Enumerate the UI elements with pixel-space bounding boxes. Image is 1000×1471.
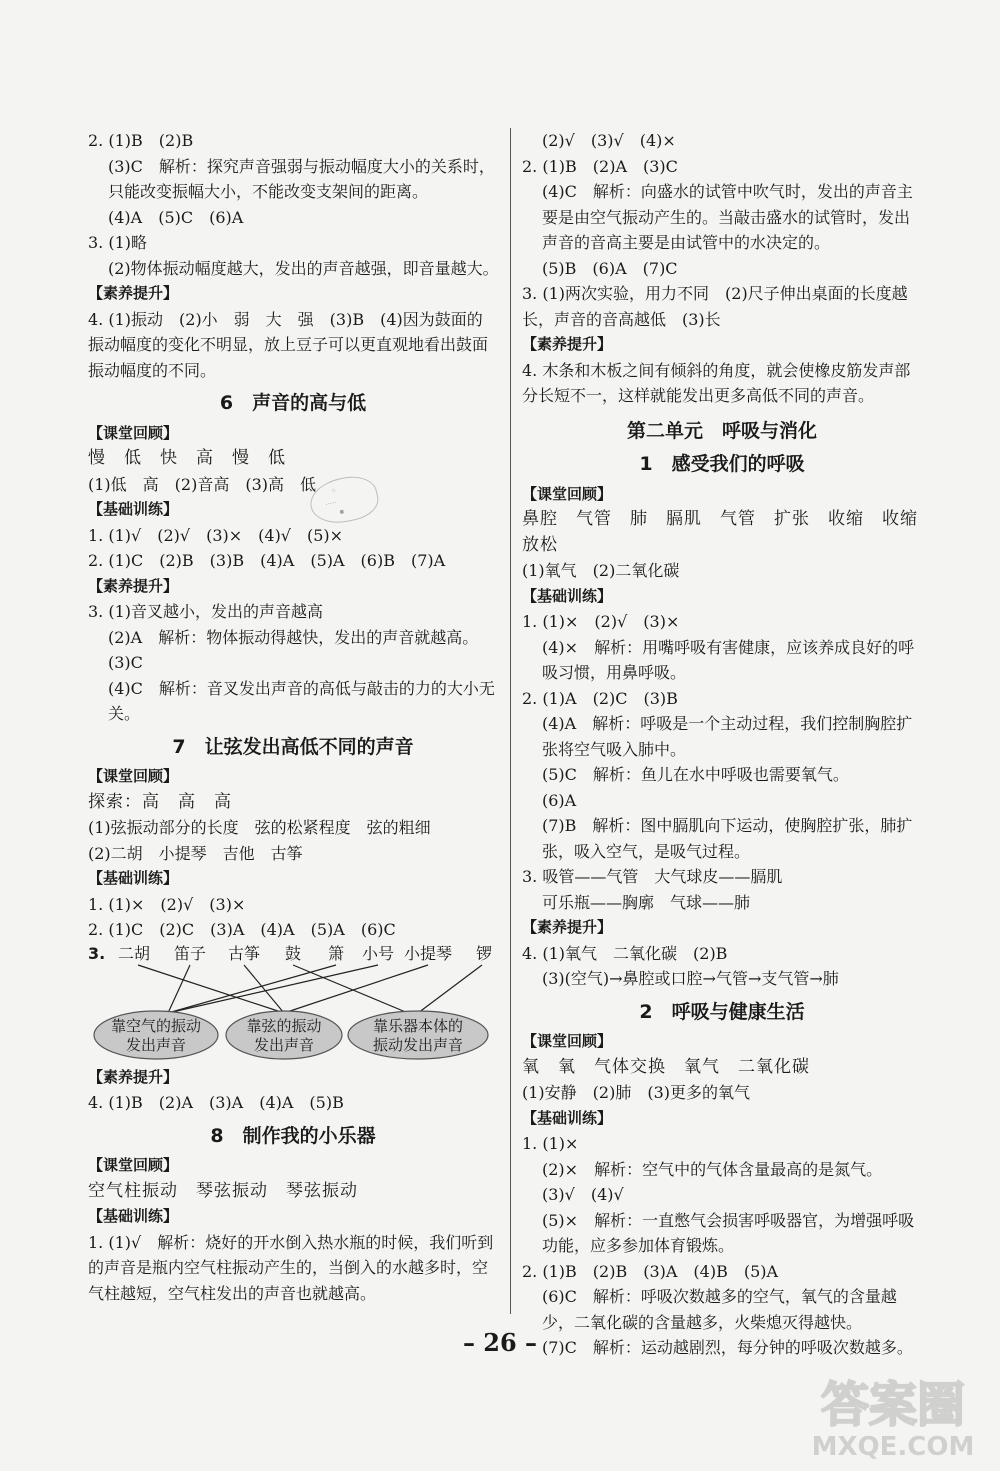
s2-q2-3: (7)C 解析：运动越剧烈，每分钟的呼吸次数越多。 bbox=[542, 1338, 913, 1357]
match-line bbox=[138, 965, 284, 1013]
section-6-title: 6 声音的高与低 bbox=[219, 392, 367, 414]
s1-q2-2: (4)A 解析：呼吸是一个主动过程，我们控制胸腔扩张将空气吸入肺中。 bbox=[542, 714, 913, 759]
watermark-text: 答案圈 bbox=[820, 1377, 966, 1433]
instrument-label: 箫 bbox=[328, 943, 345, 963]
s1-line1: 鼻腔 气管 肺 膈肌 气管 扩张 收缩 收缩 bbox=[522, 509, 918, 529]
s1-q1-2: (4)× 解析：用嘴呼吸有害健康，应该养成良好的呼吸习惯，用鼻呼吸。 bbox=[542, 637, 915, 682]
s2-line1: 氧 氧 气体交换 氧气 二氧化碳 bbox=[522, 1056, 810, 1077]
s2-q1-2: (2)× 解析：空气中的气体含量最高的是氮气。 bbox=[542, 1159, 883, 1179]
q4-answer: 4. (1)振动 (2)小 弱 大 强 (3)B (4)因为鼓面的振动幅度的变化不明显，放上豆子可以更直观地看出鼓面振动幅度的不同。 bbox=[88, 309, 489, 380]
s1-q2-1: 2. (1)A (2)C (3)B bbox=[522, 688, 678, 708]
s1-q4-2: (3)(空气)→鼻腔或口腔→气管→支气管→肺 bbox=[542, 969, 839, 988]
section-tag: 【课堂回顾】 bbox=[522, 484, 613, 503]
ellipse-label: 靠乐器本体的 bbox=[372, 1016, 464, 1035]
stamp-mark: ⁘ ····· ▪ bbox=[306, 471, 382, 528]
r2-line1: 2. (1)B (2)A (3)C bbox=[522, 156, 678, 176]
column-divider bbox=[510, 128, 511, 1314]
q3-line1: 3. (1)略 bbox=[88, 233, 148, 252]
sec6-line2: (1)低 高 (2)音高 (3)高 低 bbox=[88, 474, 316, 494]
sec6-q1: 1. (1)√ (2)√ (3)× (4)√ (5)× bbox=[88, 525, 344, 545]
r2-line3: (5)B (6)A (7)C bbox=[542, 258, 678, 278]
section-7-title: 7 让弦发出高低不同的声音 bbox=[172, 735, 414, 758]
r3-answer: 3. (1)两次实验，用力不同 (2)尺子伸出桌面的长度越长，声音的音高越低 (3)长 bbox=[522, 284, 908, 329]
section-tag: 【基础训练】 bbox=[522, 586, 613, 605]
s2-q1-4: (5)× 解析：一直憋气会损害呼吸器官，为增强呼吸功能，应多参加体育锻炼。 bbox=[542, 1210, 915, 1255]
s2-title: 2 呼吸与健康生活 bbox=[639, 1000, 805, 1023]
instrument-label: 鼓 bbox=[285, 943, 302, 963]
s2-q2-2: (6)C 解析：呼吸次数越多的空气，氧气的含量越少，二氧化碳的含量越多，火柴熄灭得越快。 bbox=[542, 1287, 897, 1332]
instrument-label: 笛子 bbox=[174, 943, 207, 963]
section-tag: 【基础训练】 bbox=[88, 869, 179, 887]
section-tag: 【课堂回顾】 bbox=[88, 1156, 179, 1174]
sec7-q4: 4. (1)B (2)A (3)A (4)A (5)B bbox=[88, 1093, 344, 1112]
s2-line2: (1)安静 (2)肺 (3)更多的氧气 bbox=[522, 1083, 750, 1102]
sec7-line1: 探索：高 高 高 bbox=[88, 791, 232, 812]
matching-svg bbox=[88, 943, 498, 1061]
section-tag: 【基础训练】 bbox=[88, 500, 179, 518]
sec8-line1: 空气柱振动 琴弦振动 琴弦振动 bbox=[88, 1180, 358, 1201]
ellipse-label: 发出声音 bbox=[125, 1035, 187, 1054]
section-tag: 【基础训练】 bbox=[522, 1108, 613, 1127]
ellipse-label: 振动发出声音 bbox=[372, 1035, 464, 1054]
sec6-q3-2: (2)A 解析：物体振动得越快，发出的声音就越高。 bbox=[108, 627, 479, 647]
section-tag: 【素养提升】 bbox=[522, 335, 613, 353]
q3-number: 3. bbox=[88, 943, 106, 963]
instrument-label: 二胡 bbox=[118, 943, 151, 963]
sec6-q3-4: (4)C 解析：音叉发出声音的高低与敲击的力的大小无关。 bbox=[108, 678, 495, 723]
s1-title: 1 感受我们的呼吸 bbox=[639, 453, 805, 475]
q3-line2: (2)物体振动幅度越大，发出的声音越强，即音量越大。 bbox=[108, 258, 499, 278]
s1-line3: (1)氧气 (2)二氧化碳 bbox=[522, 561, 680, 580]
section-tag: 【素养提升】 bbox=[88, 1067, 179, 1086]
match-line bbox=[168, 965, 336, 1013]
instrument-label: 古筝 bbox=[228, 943, 261, 963]
sec8-q1: 1. (1)√ 解析：烧好的开水倒入热水瓶的时候，我们听到的声音是瓶内空气柱振动产生的，当倒入的水越多时，空气柱越短，空气柱发出的声音也就越高。 bbox=[88, 1232, 494, 1303]
section-tag: 【基础训练】 bbox=[88, 1207, 179, 1225]
sec6-q3-1: 3. (1)音叉越小，发出的声音越高 bbox=[88, 602, 324, 621]
sec7-q1: 1. (1)× (2)√ (3)× bbox=[88, 894, 246, 914]
section-tag: 【课堂回顾】 bbox=[522, 1032, 613, 1050]
section-tag: 【课堂回顾】 bbox=[88, 767, 179, 785]
ellipse-label: 靠空气的振动 bbox=[110, 1016, 202, 1035]
q2-line2: (3)C 解析：探究声音强弱与振动幅度大小的关系时，只能改变振幅大小，不能改变支架间的距离。 bbox=[108, 156, 495, 201]
s1-q3-2: 可乐瓶——胸廓 气球——肺 bbox=[542, 892, 751, 912]
section-tag: 【素养提升】 bbox=[88, 576, 179, 595]
section-8-title: 8 制作我的小乐器 bbox=[210, 1124, 376, 1147]
watermark-url: MXQE.COM bbox=[811, 1432, 975, 1462]
r4-answer: 4. 木条和木板之间有倾斜的角度，就会使橡皮筋发声部分长短不一，这样就能发出更多高低不同的声音。 bbox=[522, 360, 911, 405]
s1-q3-1: 3. 吸管——气管 大气球皮——膈肌 bbox=[522, 867, 783, 886]
instrument-label: 锣 bbox=[476, 943, 493, 963]
sec7-line2: (1)弦振动部分的长度 弦的松紧程度 弦的粗细 bbox=[88, 818, 431, 837]
s1-q4-1: 4. (1)氧气 二氧化碳 (2)B bbox=[522, 943, 728, 963]
match-line bbox=[168, 965, 378, 1013]
q2-line1: 2. (1)B (2)B bbox=[88, 131, 194, 150]
section-tag: 【课堂回顾】 bbox=[88, 423, 179, 442]
section-tag: 【素养提升】 bbox=[88, 284, 179, 302]
watermark-logo bbox=[800, 1363, 986, 1463]
match-line bbox=[284, 965, 428, 1013]
s2-q1-1: 1. (1)× bbox=[522, 1134, 579, 1153]
s1-q2-5: (7)B 解析：图中膈肌向下运动，使胸腔扩张，肺扩张，吸入空气，是吸气过程。 bbox=[542, 816, 913, 861]
right-column bbox=[522, 128, 922, 1361]
r2-line2: (4)C 解析：向盛水的试管中吹气时，发出的声音主要是由空气振动产生的。当敲击盛水的试管时，发出声音的音高主要是由试管中的水决定的。 bbox=[542, 182, 913, 252]
match-line bbox=[168, 965, 190, 1013]
sec6-q3-3: (3)C bbox=[108, 653, 143, 672]
unit-title: 第二单元 呼吸与消化 bbox=[626, 419, 817, 442]
section-tag: 【素养提升】 bbox=[522, 918, 613, 936]
s1-q1-1: 1. (1)× (2)√ (3)× bbox=[522, 612, 680, 631]
ellipse-label: 靠弦的振动 bbox=[246, 1016, 322, 1035]
s1-q2-3: (5)C 解析：鱼儿在水中呼吸也需要氧气。 bbox=[542, 765, 849, 784]
sec6-q2: 2. (1)C (2)B (3)B (4)A (5)A (6)B (7)A bbox=[88, 551, 446, 570]
instrument-label: 小号 bbox=[362, 943, 395, 963]
s2-q1-3: (3)√ (4)√ bbox=[542, 1185, 624, 1204]
page-number: – 26 – bbox=[462, 1328, 538, 1357]
ellipse-label: 发出声音 bbox=[253, 1035, 315, 1054]
sec6-line1: 慢 低 快 高 慢 低 bbox=[88, 448, 286, 468]
match-line bbox=[418, 965, 482, 1013]
sec7-line3: (2)二胡 小提琴 吉他 古筝 bbox=[88, 843, 303, 863]
s1-line2: 放松 bbox=[522, 534, 558, 555]
sec7-q2: 2. (1)C (2)C (3)A (4)A (5)A (6)C bbox=[88, 920, 396, 939]
s1-q2-4: (6)A bbox=[542, 790, 577, 810]
q2-line3: (4)A (5)C (6)A bbox=[108, 207, 244, 227]
left-column bbox=[88, 128, 498, 1306]
matching-diagram bbox=[88, 943, 498, 1061]
r1-line: (2)√ (3)√ (4)× bbox=[542, 131, 676, 150]
instrument-label: 小提琴 bbox=[404, 943, 453, 963]
s2-q2-1: 2. (1)B (2)B (3)A (4)B (5)A bbox=[522, 1261, 779, 1281]
